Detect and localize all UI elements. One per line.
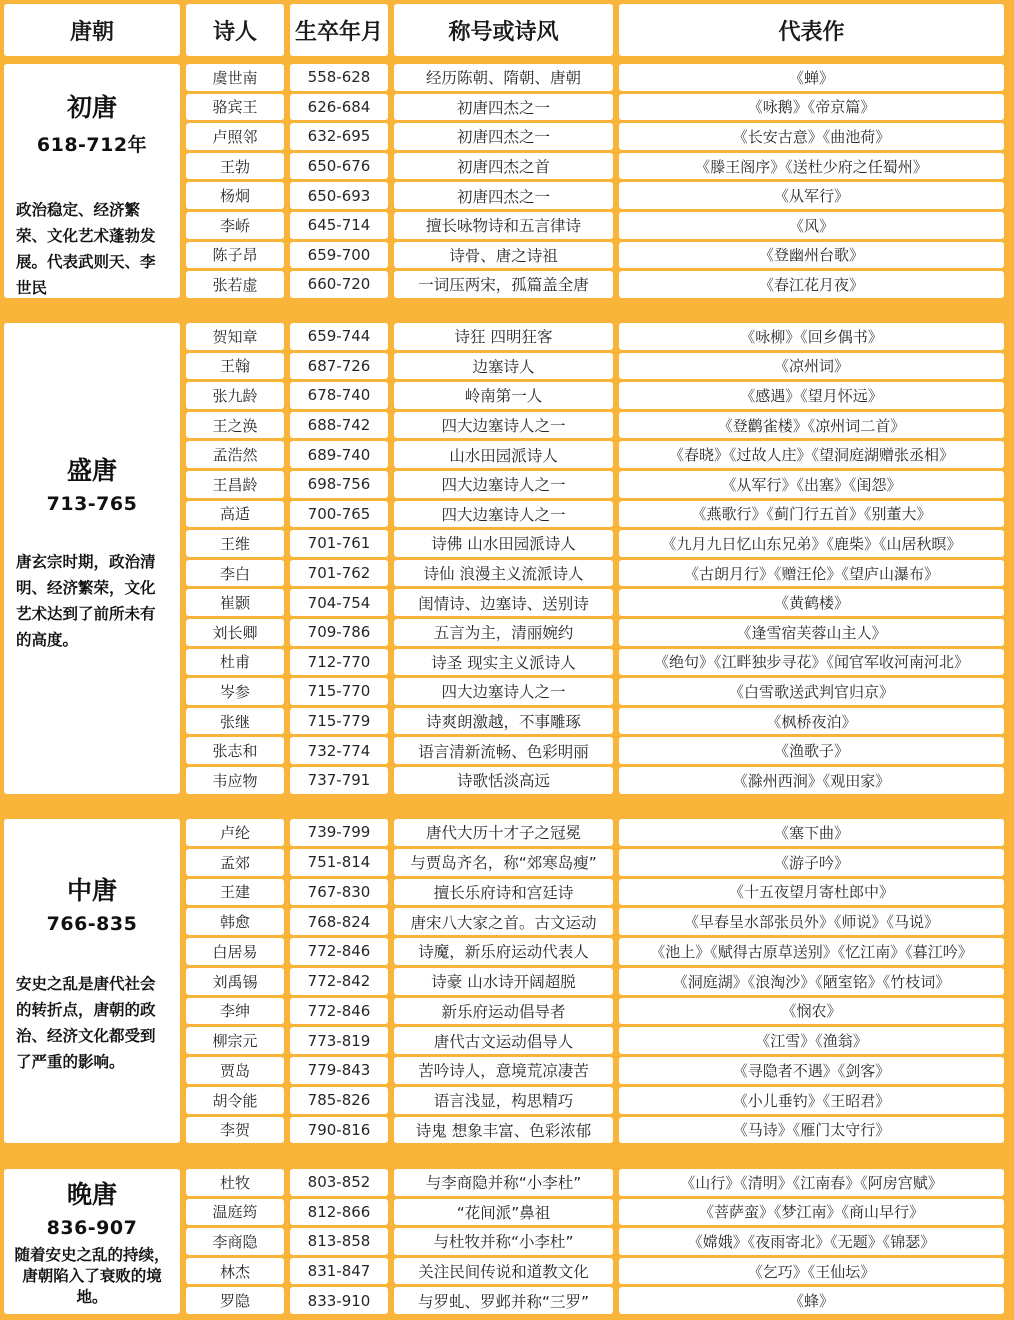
poet-works: 《枫桥夜泊》 [619, 708, 1004, 735]
poet-works: 《绝句》《江畔独步寻花》《闻官军收河南河北》 [619, 649, 1004, 676]
era-description: 政治稳定、经济繁荣、文化艺术蓬勃发展。代表武则天、李世民 [16, 201, 156, 297]
poet-works: 《咏柳》《回乡偶书》 [619, 323, 1004, 350]
poet-name: 王勃 [186, 153, 284, 180]
era-years: 836-907 [46, 1217, 138, 1239]
era-block [4, 819, 180, 1143]
poet-works: 《塞下曲》 [619, 819, 1004, 846]
poet-lifespan: 659-744 [290, 323, 388, 350]
poet-works: 《江雪》《渔翁》 [619, 1027, 1004, 1054]
poet-title-style: 诗骨、唐之诗祖 [394, 242, 613, 269]
poet-works: 《蝉》 [619, 64, 1004, 91]
header-lifespan: 生卒年月 [290, 4, 388, 56]
poet-name: 杜甫 [186, 649, 284, 676]
poet-title-style: “花间派”鼻祖 [394, 1199, 613, 1226]
poet-name: 王维 [186, 530, 284, 557]
poet-title-style: 初唐四杰之首 [394, 153, 613, 180]
header-dynasty: 唐朝 [4, 4, 180, 56]
poet-lifespan: 715-779 [290, 708, 388, 735]
poet-lifespan: 704-754 [290, 589, 388, 616]
poet-works: 《滕王阁序》《送杜少府之任蜀州》 [619, 153, 1004, 180]
poet-works: 《山行》《清明》《江南春》《阿房宫赋》 [619, 1169, 1004, 1196]
poet-works: 《风》 [619, 212, 1004, 239]
poet-title-style: 与李商隐并称“小李杜” [394, 1169, 613, 1196]
poet-title-style: 岭南第一人 [394, 382, 613, 409]
poet-title-style: 关注民间传说和道教文化 [394, 1258, 613, 1285]
poet-lifespan: 767-830 [290, 879, 388, 906]
poet-works: 《登鹳雀楼》《凉州词二首》 [619, 412, 1004, 439]
era-years: 713-765 [46, 493, 138, 515]
poet-name: 张若虚 [186, 271, 284, 298]
poet-lifespan: 812-866 [290, 1199, 388, 1226]
poet-name: 卢照邻 [186, 123, 284, 150]
era-years: 618-712年 [36, 134, 148, 156]
poet-title-style: 初唐四杰之一 [394, 123, 613, 150]
poet-works: 《蜂》 [619, 1287, 1004, 1314]
poet-name: 白居易 [186, 938, 284, 965]
poet-works: 《古朗月行》《赠汪伦》《望庐山瀑布》 [619, 560, 1004, 587]
poet-title-style: 与罗虬、罗邺并称“三罗” [394, 1287, 613, 1314]
poet-lifespan: 701-761 [290, 530, 388, 557]
era-years: 766-835 [46, 913, 138, 935]
poet-title-style: 一词压两宋，孤篇盖全唐 [394, 271, 613, 298]
poet-name: 罗隐 [186, 1287, 284, 1314]
poet-lifespan: 660-720 [290, 271, 388, 298]
era-name: 中唐 [66, 876, 117, 905]
poet-name: 刘禹锡 [186, 968, 284, 995]
poet-lifespan: 773-819 [290, 1027, 388, 1054]
poet-name: 崔颢 [186, 589, 284, 616]
poet-lifespan: 751-814 [290, 849, 388, 876]
poet-name: 王建 [186, 879, 284, 906]
poet-lifespan: 709-786 [290, 619, 388, 646]
poet-title-style: 四大边塞诗人之一 [394, 678, 613, 705]
poet-lifespan: 737-791 [290, 767, 388, 794]
poet-works: 《悯农》 [619, 998, 1004, 1025]
poet-works: 《洞庭湖》《浪淘沙》《陋室铭》《竹枝词》 [619, 968, 1004, 995]
poet-title-style: 擅长乐府诗和宫廷诗 [394, 879, 613, 906]
poet-name: 韩愈 [186, 908, 284, 935]
poet-lifespan: 632-695 [290, 123, 388, 150]
poet-title-style: 四大边塞诗人之一 [394, 471, 613, 498]
poet-title-style: 四大边塞诗人之一 [394, 501, 613, 528]
poet-name: 林杰 [186, 1258, 284, 1285]
poet-title-style: 擅长咏物诗和五言律诗 [394, 212, 613, 239]
poet-lifespan: 650-676 [290, 153, 388, 180]
poet-lifespan: 732-774 [290, 737, 388, 764]
poet-lifespan: 678-740 [290, 382, 388, 409]
poet-title-style: 边塞诗人 [394, 353, 613, 380]
poet-title-style: 与杜牧并称“小李杜” [394, 1228, 613, 1255]
poet-lifespan: 687-726 [290, 353, 388, 380]
poet-lifespan: 645-714 [290, 212, 388, 239]
poet-lifespan: 715-770 [290, 678, 388, 705]
header-title-style: 称号或诗风 [394, 4, 613, 56]
poet-works: 《菩萨蛮》《梦江南》《商山早行》 [619, 1199, 1004, 1226]
poet-lifespan: 779-843 [290, 1057, 388, 1084]
poet-lifespan: 650-693 [290, 182, 388, 209]
poet-works: 《咏鹅》《帝京篇》 [619, 94, 1004, 121]
poet-title-style: 四大边塞诗人之一 [394, 412, 613, 439]
poet-name: 贾岛 [186, 1057, 284, 1084]
era-name: 晚唐 [66, 1180, 117, 1209]
poet-works: 《春江花月夜》 [619, 271, 1004, 298]
poet-title-style: 语言清新流畅、色彩明丽 [394, 737, 613, 764]
poet-title-style: 诗狂 四明狂客 [394, 323, 613, 350]
era-description: 安史之乱是唐代社会的转折点，唐朝的政治、经济文化都受到了严重的影响。 [16, 975, 156, 1071]
poet-name: 陈子昂 [186, 242, 284, 269]
poet-name: 张继 [186, 708, 284, 735]
poet-lifespan: 659-700 [290, 242, 388, 269]
header-works: 代表作 [619, 4, 1004, 56]
poet-title-style: 初唐四杰之一 [394, 182, 613, 209]
poet-name: 李商隐 [186, 1228, 284, 1255]
poet-name: 孟郊 [186, 849, 284, 876]
poet-works: 《登幽州台歌》 [619, 242, 1004, 269]
poet-name: 刘长卿 [186, 619, 284, 646]
poet-works: 《春晓》《过故人庄》《望洞庭湖赠张丞相》 [619, 441, 1004, 468]
poet-works: 《早春呈水部张员外》《师说》《马说》 [619, 908, 1004, 935]
poet-name: 王之涣 [186, 412, 284, 439]
poet-lifespan: 701-762 [290, 560, 388, 587]
era-description: 随着安史之乱的持续，唐朝陷入了衰败的境地。 [14, 1246, 170, 1306]
poet-name: 杨炯 [186, 182, 284, 209]
poet-works: 《滁州西涧》《观田家》 [619, 767, 1004, 794]
poet-title-style: 新乐府运动倡导者 [394, 998, 613, 1025]
poet-works: 《长安古意》《曲池荷》 [619, 123, 1004, 150]
poet-works: 《寻隐者不遇》《剑客》 [619, 1057, 1004, 1084]
poet-title-style: 初唐四杰之一 [394, 94, 613, 121]
poet-name: 李绅 [186, 998, 284, 1025]
poet-works: 《池上》《赋得古原草送别》《忆江南》《暮江吟》 [619, 938, 1004, 965]
poet-lifespan: 626-684 [290, 94, 388, 121]
poet-lifespan: 831-847 [290, 1258, 388, 1285]
poet-works: 《燕歌行》《蓟门行五首》《别董大》 [619, 501, 1004, 528]
era-name: 盛唐 [66, 456, 117, 485]
poet-name: 王昌龄 [186, 471, 284, 498]
era-name: 初唐 [66, 93, 117, 122]
poet-works: 《凉州词》 [619, 353, 1004, 380]
poet-name: 高适 [186, 501, 284, 528]
poet-lifespan: 700-765 [290, 501, 388, 528]
poet-works: 《从军行》 [619, 182, 1004, 209]
poet-lifespan: 803-852 [290, 1169, 388, 1196]
poet-name: 孟浩然 [186, 441, 284, 468]
poet-lifespan: 813-858 [290, 1228, 388, 1255]
poet-name: 虞世南 [186, 64, 284, 91]
poet-works: 《游子吟》 [619, 849, 1004, 876]
poet-title-style: 诗歌恬淡高远 [394, 767, 613, 794]
era-block [4, 64, 180, 298]
poet-lifespan: 688-742 [290, 412, 388, 439]
poet-works: 《乞巧》《王仙坛》 [619, 1258, 1004, 1285]
poet-title-style: 经历陈朝、隋朝、唐朝 [394, 64, 613, 91]
poet-works: 《小儿垂钓》《王昭君》 [619, 1087, 1004, 1114]
poet-name: 柳宗元 [186, 1027, 284, 1054]
poet-name: 李贺 [186, 1117, 284, 1144]
era-block [4, 1169, 180, 1314]
poet-title-style: 唐代古文运动倡导人 [394, 1027, 613, 1054]
era-description: 唐玄宗时期，政治清明、经济繁荣，文化艺术达到了前所未有的高度。 [16, 553, 156, 649]
poet-name: 王翰 [186, 353, 284, 380]
poet-lifespan: 558-628 [290, 64, 388, 91]
poet-lifespan: 689-740 [290, 441, 388, 468]
poet-name: 骆宾王 [186, 94, 284, 121]
poet-lifespan: 790-816 [290, 1117, 388, 1144]
poet-name: 温庭筠 [186, 1199, 284, 1226]
poet-works: 《黄鹤楼》 [619, 589, 1004, 616]
poet-name: 韦应物 [186, 767, 284, 794]
poet-name: 李峤 [186, 212, 284, 239]
poet-works: 《逢雪宿芙蓉山主人》 [619, 619, 1004, 646]
poet-works: 《马诗》《雁门太守行》 [619, 1117, 1004, 1144]
poet-title-style: 闺情诗、边塞诗、送别诗 [394, 589, 613, 616]
poet-lifespan: 712-770 [290, 649, 388, 676]
poet-title-style: 诗魔，新乐府运动代表人 [394, 938, 613, 965]
poet-title-style: 唐代大历十才子之冠冕 [394, 819, 613, 846]
poet-title-style: 诗仙 浪漫主义流派诗人 [394, 560, 613, 587]
header-poet: 诗人 [186, 4, 284, 56]
poet-name: 胡令能 [186, 1087, 284, 1114]
poet-works: 《九月九日忆山东兄弟》《鹿柴》《山居秋暝》 [619, 530, 1004, 557]
poet-title-style: 唐宋八大家之首。古文运动 [394, 908, 613, 935]
poet-title-style: 与贾岛齐名，称“郊寒岛瘦” [394, 849, 613, 876]
poet-name: 岑参 [186, 678, 284, 705]
poet-lifespan: 772-846 [290, 938, 388, 965]
poet-title-style: 苦吟诗人，意境荒凉凄苦 [394, 1057, 613, 1084]
poet-title-style: 诗豪 山水诗开阔超脱 [394, 968, 613, 995]
poet-title-style: 诗鬼 想象丰富、色彩浓郁 [394, 1117, 613, 1144]
poet-title-style: 山水田园派诗人 [394, 441, 613, 468]
poet-title-style: 诗佛 山水田园派诗人 [394, 530, 613, 557]
poet-lifespan: 772-846 [290, 998, 388, 1025]
poet-works: 《十五夜望月寄杜郎中》 [619, 879, 1004, 906]
poet-lifespan: 785-826 [290, 1087, 388, 1114]
poet-name: 李白 [186, 560, 284, 587]
poet-name: 张九龄 [186, 382, 284, 409]
poet-title-style: 五言为主，清丽婉约 [394, 619, 613, 646]
poet-lifespan: 739-799 [290, 819, 388, 846]
poet-lifespan: 768-824 [290, 908, 388, 935]
poet-name: 张志和 [186, 737, 284, 764]
poet-works: 《感遇》《望月怀远》 [619, 382, 1004, 409]
poet-name: 卢纶 [186, 819, 284, 846]
poet-works: 《白雪歌送武判官归京》 [619, 678, 1004, 705]
poet-works: 《嫦娥》《夜雨寄北》《无题》《锦瑟》 [619, 1228, 1004, 1255]
poet-lifespan: 772-842 [290, 968, 388, 995]
poet-lifespan: 698-756 [290, 471, 388, 498]
poet-title-style: 诗圣 现实主义派诗人 [394, 649, 613, 676]
poet-title-style: 诗爽朗激越，不事雕琢 [394, 708, 613, 735]
poet-name: 贺知章 [186, 323, 284, 350]
poet-lifespan: 833-910 [290, 1287, 388, 1314]
poet-works: 《渔歌子》 [619, 737, 1004, 764]
era-block [4, 323, 180, 794]
poet-works: 《从军行》《出塞》《闺怨》 [619, 471, 1004, 498]
poet-name: 杜牧 [186, 1169, 284, 1196]
poet-title-style: 语言浅显，构思精巧 [394, 1087, 613, 1114]
